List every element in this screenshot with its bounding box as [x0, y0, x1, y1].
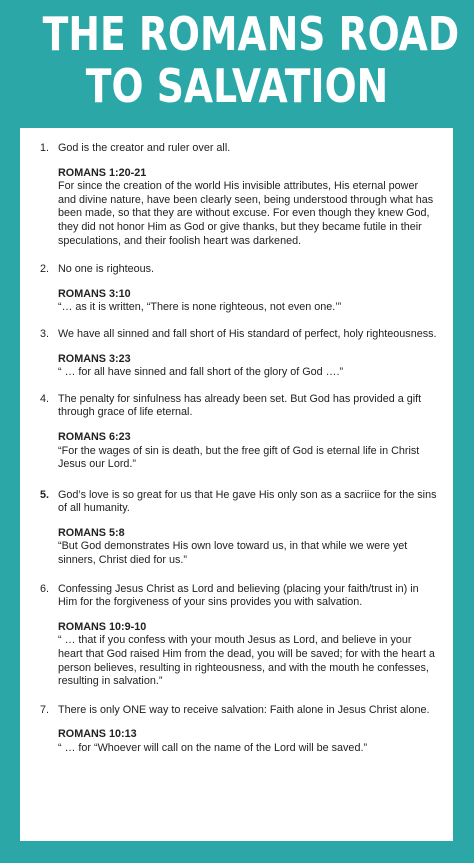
scripture-reference: ROMANS 3:23 — [58, 352, 131, 365]
list-item — [36, 489, 439, 568]
scripture-reference: ROMANS 10:13 — [58, 728, 137, 741]
item-statement: There is only ONE way to receive salvation: Faith alone in Jesus Christ alone. — [58, 703, 430, 716]
list-item — [36, 328, 439, 380]
item-body — [58, 489, 439, 568]
item-number: 2. — [40, 263, 50, 276]
scripture-quote: “… as it is written, “There is none righteous, not even one.’” — [58, 301, 342, 314]
title-line-2: TO SALVATION — [85, 59, 389, 113]
scripture-reference: ROMANS 5:8 — [58, 526, 125, 539]
scripture-reference: ROMANS 6:23 — [58, 430, 131, 443]
item-number: 3. — [40, 327, 50, 340]
list-item — [36, 583, 439, 689]
scripture-quote: “But God demonstrates His own love toward us, in that while we were yet sinners, Christ died for us.” — [58, 540, 408, 567]
item-statement: The penalty for sinfulness has already been set. But God has provided a gift through grace of life eternal. — [58, 392, 422, 419]
poster-title — [42, 7, 460, 113]
item-body — [58, 142, 439, 248]
scripture-quote: For since the creation of the world His invisible attributes, His eternal power and divine nature, have been clearly seen, being understood through what has been made, so that they are without excuse. For even though they knew God, they did not honor Him as God or give thanks, but they became futile in their speculations, and their foolish heart was darkened. — [58, 180, 434, 247]
item-statement: God is the creator and ruler over all. — [58, 142, 231, 154]
item-statement: We have all sinned and fall short of His standard of perfect, holy righteousness. — [58, 327, 437, 340]
item-number: 7. — [40, 703, 50, 716]
list-item — [36, 393, 439, 472]
list-item — [36, 142, 439, 248]
content-card — [20, 128, 453, 841]
scripture-reference: ROMANS 1:20-21 — [58, 166, 147, 179]
item-number: 5. — [40, 488, 50, 501]
item-body — [58, 263, 439, 315]
scripture-reference: ROMANS 10:9-10 — [58, 620, 147, 633]
title-line-1: THE ROMANS ROAD — [42, 7, 460, 61]
scripture-reference: ROMANS 3:10 — [58, 287, 131, 300]
list-item — [36, 263, 439, 315]
item-number: 4. — [40, 392, 50, 405]
item-statement: Confessing Jesus Christ as Lord and believing (placing your faith/trust in) in Him for the forgiveness of your sins provides you with salvation. — [58, 582, 419, 609]
item-statement: No one is righteous. — [58, 263, 155, 276]
item-body — [58, 393, 439, 472]
scripture-quote: “For the wages of sin is death, but the free gift of God is eternal life in Christ Jesus our Lord.” — [58, 444, 420, 471]
item-body — [58, 704, 439, 756]
item-number: 6. — [40, 582, 50, 595]
item-body — [58, 328, 439, 380]
scripture-quote: “ … for “Whoever will call on the name of the Lord will be saved.” — [58, 742, 368, 754]
item-number: 1. — [40, 142, 50, 154]
scripture-quote: “ … for all have sinned and fall short of the glory of God ….” — [58, 366, 344, 379]
item-statement: God’s love is so great for us that He gave His only son as a sacriice for the sins of all humanity. — [58, 488, 437, 515]
scripture-quote: “ … that if you confess with your mouth Jesus as Lord, and believe in your heart that God raised Him from the dead, you will be saved; for with the heart a person believes, resulting in righteousness, and with the mouth he confesses, resulting in salvation.” — [58, 634, 435, 688]
item-body — [58, 583, 439, 689]
list-item — [36, 704, 439, 756]
